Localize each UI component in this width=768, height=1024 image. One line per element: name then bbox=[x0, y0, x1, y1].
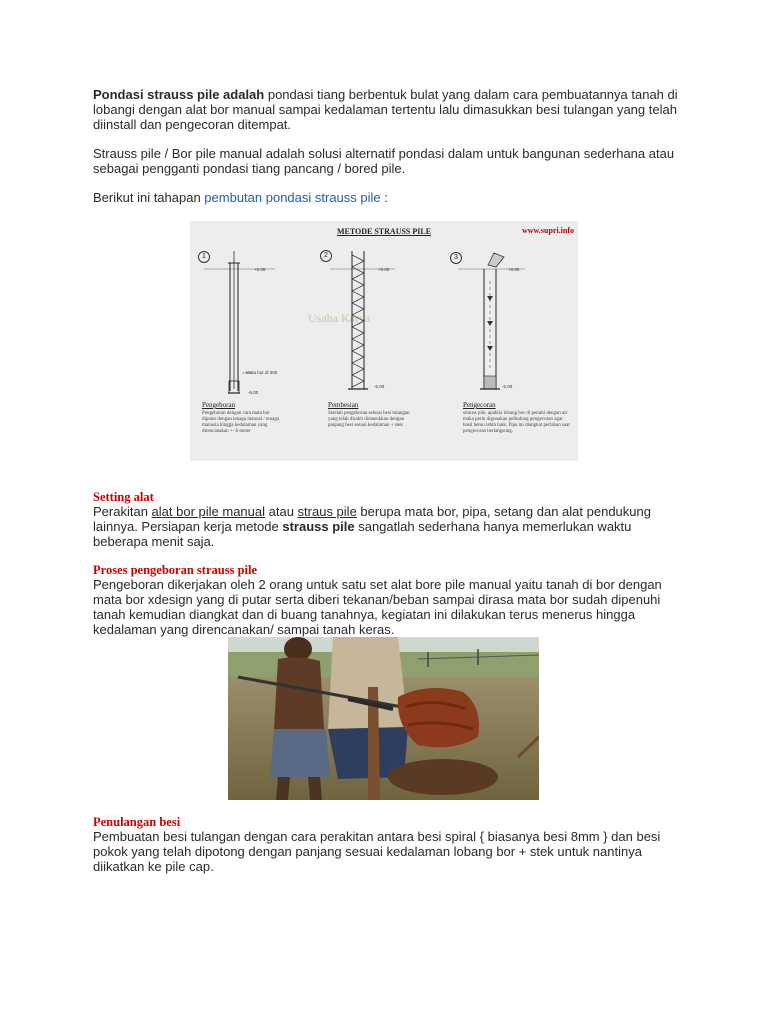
penulangan-besi-paragraph: Pembuatan besi tulangan dengan cara perakitan antara besi spiral { biasanya besi 8mm } dan besi pokok yang telah dipotong dengan panjang sesuai kedalaman lobang bor + stek untuk nantinya diikatkan ke pile cap. bbox=[93, 829, 661, 874]
proses-pengeboran-heading: Proses pengeboran strauss pile bbox=[93, 563, 258, 577]
step2-description: Setelah pengeboran selesai besi tulangan yang telah dirakit dimasukkan dengan panjang besi sesuai kedalaman + stek bbox=[328, 411, 410, 428]
step2-number: 2 bbox=[320, 250, 332, 262]
diagram-title: METODE STRAUSS PILE bbox=[336, 227, 432, 236]
penulangan-besi-heading: Penulangan besi bbox=[93, 815, 181, 829]
step2-top-mark: +0.00 bbox=[378, 267, 390, 272]
drilling-workers-photo bbox=[228, 637, 539, 800]
stages-intro-paragraph bbox=[93, 190, 683, 205]
setting-bold-term: strauss pile bbox=[282, 519, 355, 534]
strauss-pile-method-diagram bbox=[190, 221, 578, 461]
step1-bottom-mark: -6.00 bbox=[248, 390, 259, 395]
stages-intro-prefix: Berikut ini tahapan bbox=[93, 190, 205, 205]
setting-text-1: Perakitan bbox=[93, 504, 152, 519]
step1-label: Pengeboran bbox=[202, 401, 236, 409]
step1-number: 1 bbox=[198, 251, 210, 263]
step2-bottom-mark: -6.00 bbox=[374, 384, 385, 389]
photo-illustration bbox=[228, 637, 539, 800]
intro-paragraph bbox=[93, 87, 683, 132]
setting-alat-paragraph bbox=[93, 504, 683, 549]
step3-drawing bbox=[458, 253, 525, 389]
alat-bor-pile-link[interactable]: alat bor pile manual bbox=[151, 504, 266, 519]
step1-note: Mata bor di 300 bbox=[246, 370, 278, 375]
stages-intro-suffix: : bbox=[380, 190, 388, 205]
setting-text-2: atau bbox=[265, 504, 298, 519]
step1-top-mark: +0.00 bbox=[254, 267, 266, 272]
intro-bold-term: Pondasi strauss pile adalah bbox=[93, 87, 265, 102]
setting-text-4: sangatlah sederhana hanya memerlukan waktu beberapa menit saja. bbox=[93, 519, 632, 549]
step3-description: strauss pile, apabila lobang bor di penuhi dengan air maka perlu digunakan pelindung pengecoran agar hasil beton lebih baik. Pipa ini diangkat perlahan saat pengecoran berlangsung. bbox=[463, 411, 570, 434]
stages-link[interactable]: pembutan pondasi strauss pile bbox=[204, 190, 381, 205]
proses-pengeboran-paragraph: Pengeboran dikerjakan oleh 2 orang untuk satu set alat bore pile manual yaitu tanah di bor dengan mata bor xdesign yang di putar serta diberi tekanan/beban sampai dirasa mata bor sudah dipenuhi tanah kemudian diangkat dan di buang tanahnya, kegiatan ini dilakukan terus menerus hingga kedalaman yang direncanakan/ sampai tanah keras. bbox=[93, 577, 662, 637]
step3-number: 3 bbox=[450, 252, 462, 264]
diagram-site: www.supri.info bbox=[521, 226, 574, 235]
step1-description: Pengeboran dengan cara mata bor diputar dengan tenaga manual / tenaga manusia hingga kedalaman yang direncanakan +- 6 meter bbox=[202, 411, 280, 434]
intro-text: pondasi tiang berbentuk bulat yang dalam cara pembuatannya tanah di lobangi dengan alat bor manual sampai kedalaman tertentu lalu dimasukkan besi tulangan yang telah diinstall dan pengecoran ditempat. bbox=[93, 87, 678, 132]
setting-text-3: berupa mata bor, pipa, setang dan alat pendukung lainnya. Persiapan kerja metode bbox=[93, 504, 651, 534]
step3-label: Pengecoran bbox=[463, 401, 496, 409]
diagram-watermark: Usaha Karya bbox=[308, 311, 371, 325]
straus-pile-link[interactable]: straus pile bbox=[297, 504, 357, 519]
setting-alat-heading: Setting alat bbox=[93, 490, 154, 504]
step2-label: Pembesian bbox=[328, 401, 359, 409]
strauss-definition-paragraph: Strauss pile / Bor pile manual adalah solusi alternatif pondasi dalam untuk bangunan sederhana atau sebagai pengganti pondasi tiang pancang / bored pile. bbox=[93, 146, 675, 176]
step3-top-mark: +0.00 bbox=[508, 267, 520, 272]
step3-bottom-mark: -6.00 bbox=[502, 384, 513, 389]
